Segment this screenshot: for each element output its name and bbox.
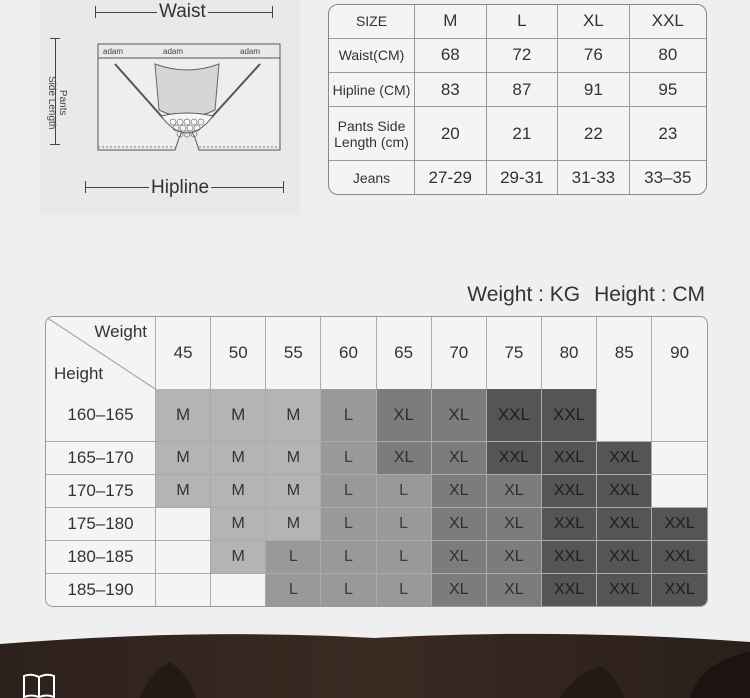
size-cell: XL xyxy=(431,574,486,606)
corner-height-label: Height xyxy=(54,363,104,383)
weight-height-size-grid xyxy=(45,316,708,607)
row-label-line2: Length (cm) xyxy=(334,133,409,150)
height-label-cell: 165–170 xyxy=(46,441,156,474)
size-cell: M xyxy=(211,541,266,574)
size-cell: L xyxy=(321,441,376,474)
grid-row xyxy=(46,474,707,507)
size-cell: XXL xyxy=(597,441,652,474)
size-cell: XXL xyxy=(541,508,596,541)
grid-row xyxy=(46,508,707,541)
weight-header-cell: 55 xyxy=(266,317,321,389)
size-cell: XL xyxy=(486,474,541,507)
table-cell: 23 xyxy=(629,107,706,161)
size-cell: M xyxy=(266,474,321,507)
table-cell: 33–35 xyxy=(629,161,706,194)
empty-cell xyxy=(652,441,707,474)
size-cell: M xyxy=(266,389,321,442)
table-cell: 29-31 xyxy=(486,161,558,194)
empty-cell xyxy=(156,541,211,574)
table-cell: 91 xyxy=(558,73,630,107)
size-cell: XXL xyxy=(541,389,596,442)
size-cell: XL xyxy=(486,508,541,541)
units-heading xyxy=(467,283,705,307)
svg-text:adam: adam xyxy=(103,47,124,56)
size-cell: M xyxy=(266,441,321,474)
table-cell: 83 xyxy=(415,73,487,107)
size-cell: XXL xyxy=(541,541,596,574)
size-cell: M xyxy=(156,389,211,442)
weight-header-cell: 60 xyxy=(321,317,376,389)
size-cell: M xyxy=(156,441,211,474)
size-header-cell: XL xyxy=(558,5,630,38)
size-cell: L xyxy=(321,474,376,507)
size-cell: XXL xyxy=(541,474,596,507)
side-label-line2: Side Length xyxy=(46,76,57,130)
size-cell: M xyxy=(211,441,266,474)
model-photo xyxy=(0,632,750,698)
size-cell: XXL xyxy=(597,474,652,507)
row-label: Jeans xyxy=(329,161,415,194)
size-cell: L xyxy=(266,574,321,606)
table-cell: 80 xyxy=(629,38,706,72)
size-cell: XL xyxy=(486,574,541,606)
table-cell: 68 xyxy=(415,38,487,72)
size-header-cell: XXL xyxy=(629,5,706,38)
table-cell: 21 xyxy=(486,107,558,161)
size-header-cell: L xyxy=(486,5,558,38)
grid-row xyxy=(46,389,707,442)
table-cell: 27-29 xyxy=(415,161,487,194)
table-cell: 31-33 xyxy=(558,161,630,194)
size-cell: M xyxy=(211,474,266,507)
grid-row xyxy=(46,541,707,574)
book-icon xyxy=(22,672,56,698)
size-cell: M xyxy=(211,508,266,541)
height-label-cell: 175–180 xyxy=(46,508,156,541)
table-cell: 72 xyxy=(486,38,558,72)
empty-cell xyxy=(652,474,707,507)
side-label-line1: Pants xyxy=(57,89,68,116)
size-cell: XXL xyxy=(652,508,707,541)
weight-unit-label: Weight : KG xyxy=(467,283,581,306)
height-unit-label: Height : CM xyxy=(594,283,705,306)
empty-cell xyxy=(156,508,211,541)
table-cell: 95 xyxy=(629,73,706,107)
size-cell: L xyxy=(376,508,431,541)
weight-header-cell: 90 xyxy=(652,317,707,389)
size-cell: XL xyxy=(431,389,486,442)
size-table-row xyxy=(329,73,706,107)
size-cell: L xyxy=(321,508,376,541)
hipline-label: Hipline xyxy=(151,177,210,198)
grid-header-row xyxy=(46,317,707,389)
size-table-header xyxy=(329,5,706,38)
row-label-line1: Pants Side xyxy=(337,117,406,134)
table-cell: 76 xyxy=(558,38,630,72)
size-cell: L xyxy=(376,574,431,606)
table-cell: 22 xyxy=(558,107,630,161)
grid-corner-cell xyxy=(46,317,156,389)
grid-row xyxy=(46,574,707,606)
empty-cell xyxy=(211,574,266,606)
size-cell: XXL xyxy=(541,574,596,606)
weight-header-cell: 50 xyxy=(211,317,266,389)
size-cell: L xyxy=(376,541,431,574)
boxer-brief-illustration xyxy=(95,40,285,162)
svg-text:adam: adam xyxy=(163,47,184,56)
size-measurement-table xyxy=(328,4,707,195)
size-table-row xyxy=(329,107,706,161)
row-label: Hipline (CM) xyxy=(329,73,415,107)
grid-row xyxy=(46,441,707,474)
size-cell: XXL xyxy=(541,441,596,474)
height-label-cell: 185–190 xyxy=(46,574,156,606)
waist-label: Waist xyxy=(159,1,206,22)
size-cell: L xyxy=(321,574,376,606)
size-cell: L xyxy=(376,474,431,507)
weight-header-cell: 80 xyxy=(541,317,596,389)
empty-cell xyxy=(652,389,707,442)
height-label-cell: 170–175 xyxy=(46,474,156,507)
size-table-row xyxy=(329,161,706,194)
size-table-row xyxy=(329,38,706,72)
size-cell: XL xyxy=(431,441,486,474)
model-photo-strip xyxy=(0,632,750,698)
size-cell: XXL xyxy=(597,541,652,574)
size-cell: L xyxy=(266,541,321,574)
weight-header-cell: 85 xyxy=(597,317,652,389)
size-header-cell: SIZE xyxy=(329,5,415,38)
table-cell: 20 xyxy=(415,107,487,161)
svg-text:adam: adam xyxy=(240,47,261,56)
size-cell: XXL xyxy=(652,541,707,574)
weight-header-cell: 75 xyxy=(486,317,541,389)
corner-weight-label: Weight xyxy=(94,322,147,341)
size-cell: XL xyxy=(431,541,486,574)
size-cell: XL xyxy=(376,441,431,474)
size-cell: XL xyxy=(376,389,431,442)
size-cell: XXL xyxy=(597,574,652,606)
size-cell: XXL xyxy=(652,574,707,606)
weight-header-cell: 65 xyxy=(376,317,431,389)
row-label xyxy=(329,107,415,161)
weight-header-cell: 45 xyxy=(156,317,211,389)
height-label-cell: 160–165 xyxy=(46,389,156,442)
size-cell: XXL xyxy=(486,389,541,442)
size-cell: XL xyxy=(431,474,486,507)
empty-cell xyxy=(156,574,211,606)
size-cell: L xyxy=(321,541,376,574)
size-cell: XXL xyxy=(486,441,541,474)
weight-header-cell: 70 xyxy=(431,317,486,389)
size-cell: XL xyxy=(431,508,486,541)
empty-cell xyxy=(597,389,652,442)
size-cell: L xyxy=(321,389,376,442)
size-cell: XXL xyxy=(597,508,652,541)
grid-body xyxy=(46,389,707,606)
height-label-cell: 180–185 xyxy=(46,541,156,574)
underwear-size-diagram xyxy=(40,0,300,215)
size-cell: XL xyxy=(486,541,541,574)
size-cell: M xyxy=(266,508,321,541)
table-cell: 87 xyxy=(486,73,558,107)
row-label: Waist(CM) xyxy=(329,38,415,72)
size-header-cell: M xyxy=(415,5,487,38)
size-cell: M xyxy=(156,474,211,507)
size-cell: M xyxy=(211,389,266,442)
